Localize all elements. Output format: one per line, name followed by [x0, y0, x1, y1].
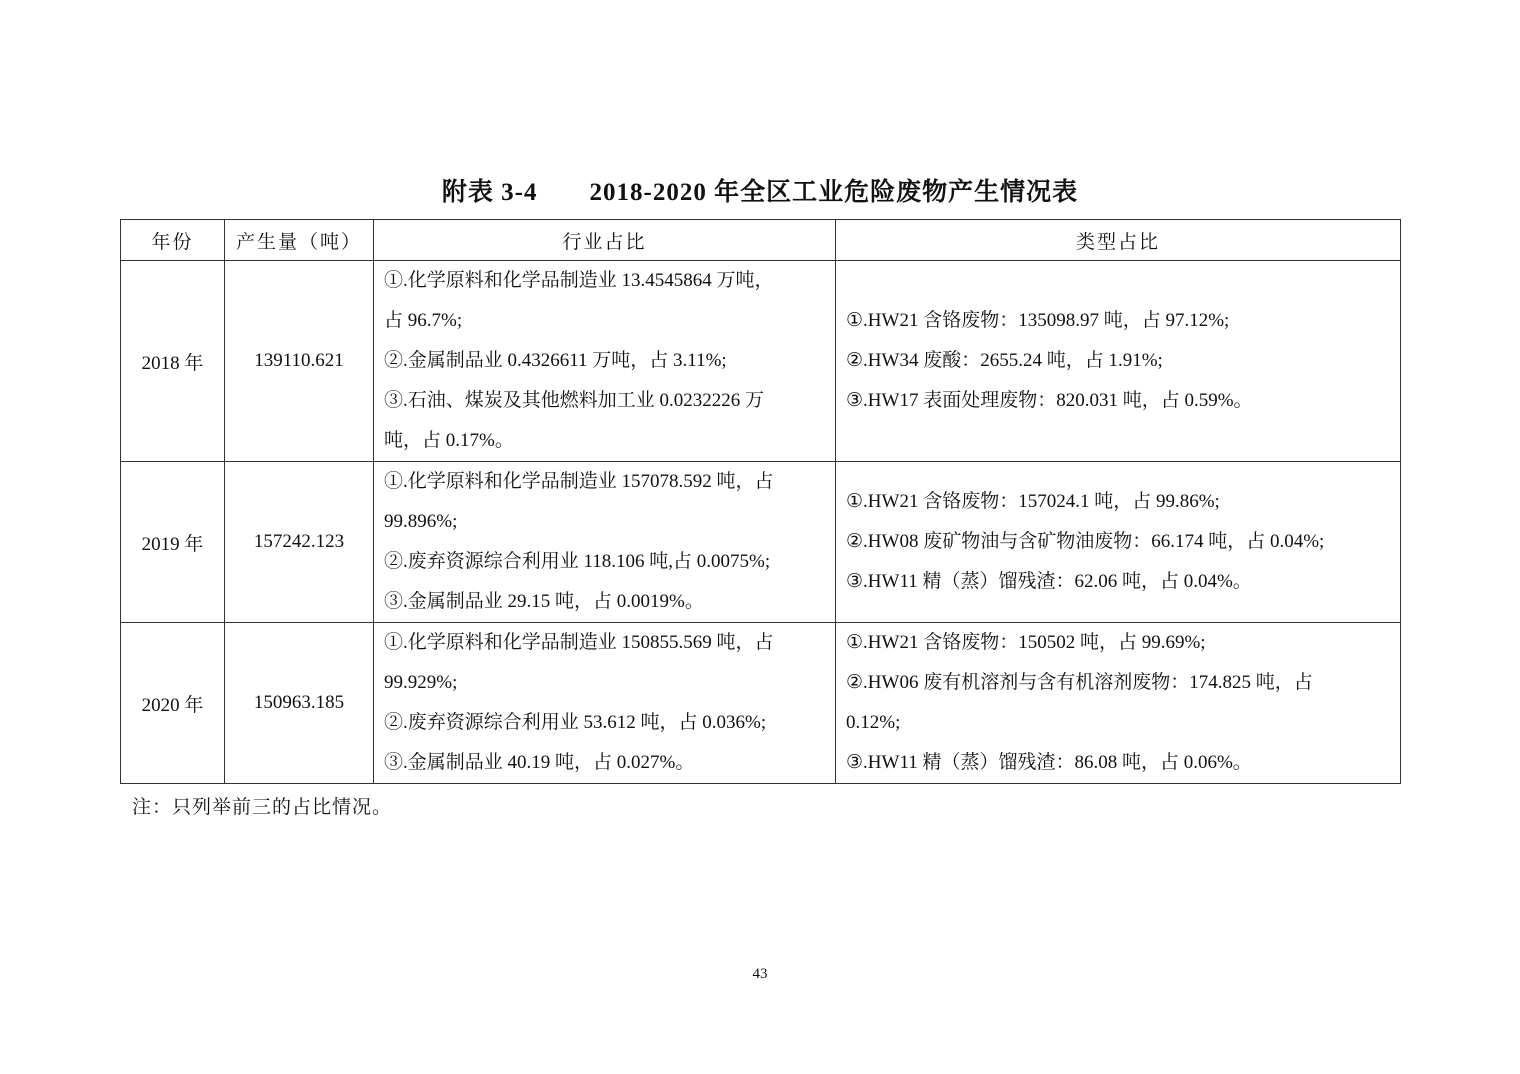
header-type-share: 类型占比 — [836, 220, 1401, 261]
table-title-text: 2018-2020 年全区工业危险废物产生情况表 — [589, 179, 1079, 206]
table-number: 附表 3-4 — [441, 179, 538, 206]
type-line: ①.HW21 含铬废物：157024.1 吨，占 99.86%; — [846, 491, 1220, 512]
industry-share-cell — [374, 261, 836, 462]
type-line: ③.HW11 精（蒸）馏残渣：86.08 吨，占 0.06%。 — [846, 752, 1252, 773]
type-line: 0.12%; — [846, 712, 901, 733]
industry-line: 吨，占 0.17%。 — [384, 430, 514, 451]
type-share-cell — [836, 623, 1401, 784]
type-line: ③.HW17 表面处理废物：820.031 吨，占 0.59%。 — [846, 390, 1253, 411]
industry-line: ③.金属制品业 29.15 吨，占 0.0019%。 — [384, 591, 704, 612]
industry-line: ③.石油、煤炭及其他燃料加工业 0.0232226 万 — [384, 390, 765, 411]
industry-line: ②.金属制品业 0.4326611 万吨，占 3.11%; — [384, 350, 727, 371]
header-year: 年份 — [121, 220, 225, 261]
table-row — [121, 462, 1401, 623]
industry-line: 占 96.7%; — [384, 310, 463, 331]
year-cell: 2019 年 — [121, 462, 225, 623]
amount-cell: 139110.621 — [225, 261, 374, 462]
industry-share-cell — [374, 623, 836, 784]
type-share-cell — [836, 462, 1401, 623]
year-cell: 2020 年 — [121, 623, 225, 784]
industry-line: 99.896%; — [384, 511, 458, 532]
hazardous-waste-table — [120, 219, 1401, 784]
header-industry-share: 行业占比 — [374, 220, 836, 261]
amount-cell: 157242.123 — [225, 462, 374, 623]
industry-line: ③.金属制品业 40.19 吨，占 0.027%。 — [384, 752, 695, 773]
industry-line: ②.废弃资源综合利用业 118.106 吨,占 0.0075%; — [384, 551, 771, 572]
header-amount: 产生量（吨） — [225, 220, 374, 261]
table-row — [121, 261, 1401, 462]
type-line: ②.HW08 废矿物油与含矿物油废物：66.174 吨，占 0.04%; — [846, 531, 1325, 552]
type-line: ①.HW21 含铬废物：135098.97 吨，占 97.12%; — [846, 310, 1230, 331]
industry-line: ①.化学原料和化学品制造业 150855.569 吨，占 — [384, 632, 774, 653]
type-line: ③.HW11 精（蒸）馏残渣：62.06 吨，占 0.04%。 — [846, 571, 1252, 592]
industry-line: ②.废弃资源综合利用业 53.612 吨，占 0.036%; — [384, 712, 767, 733]
industry-share-cell — [374, 462, 836, 623]
type-line: ②.HW34 废酸：2655.24 吨，占 1.91%; — [846, 350, 1163, 371]
table-header-row — [121, 220, 1401, 261]
type-line: ②.HW06 废有机溶剂与含有机溶剂废物：174.825 吨，占 — [846, 672, 1313, 693]
page-number: 43 — [752, 966, 768, 982]
type-share-cell — [836, 261, 1401, 462]
industry-line: ①.化学原料和化学品制造业 157078.592 吨，占 — [384, 471, 774, 492]
year-cell: 2018 年 — [121, 261, 225, 462]
table-title — [0, 172, 1520, 208]
type-line: ①.HW21 含铬废物：150502 吨，占 99.69%; — [846, 632, 1206, 653]
table-row — [121, 623, 1401, 784]
table-note: 注：只列举前三的占比情况。 — [132, 797, 393, 818]
industry-line: ①.化学原料和化学品制造业 13.4545864 万吨， — [384, 270, 774, 291]
amount-cell: 150963.185 — [225, 623, 374, 784]
industry-line: 99.929%; — [384, 672, 458, 693]
